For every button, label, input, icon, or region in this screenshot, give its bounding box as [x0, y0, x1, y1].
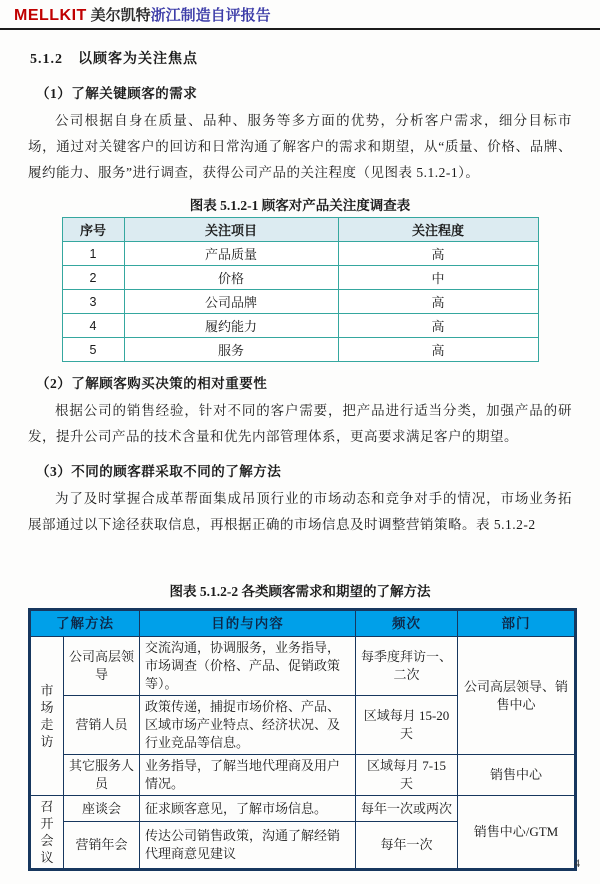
subsection-3-heading: （3）不同的顾客群采取不同的了解方法 [36, 464, 282, 479]
table-cell: 产品质量 [124, 242, 338, 266]
table-row [30, 755, 576, 796]
method-cell: 营销人员 [64, 696, 140, 755]
attention-survey-table [62, 217, 539, 362]
table-cell: 1 [62, 242, 124, 266]
table-cell: 公司品牌 [124, 290, 338, 314]
paragraph-purchase-decision: 根据公司的销售经验，针对不同的客户需要，把产品进行适当分类，加强产品的研发，提升公司产品的技术含量和优先内部管理体系，更高要求满足客户的期望。 [28, 403, 572, 444]
page-footer [574, 858, 580, 870]
method-cell: 公司高层领导 [64, 637, 140, 696]
section-heading: 5.1.2 以顾客为关注焦点 [30, 52, 198, 67]
subsection-1-heading: （1）了解关键顾客的需求 [36, 86, 198, 101]
table-row [62, 242, 538, 266]
page-header [0, 0, 600, 30]
paragraph-market-info: 为了及时掌握合成革帮面集成吊顶行业的市场动态和竞争对手的情况，市场业务拓展部通过以下途径获取信息，再根据正确的市场信息及时调整营销策略。表 5.1.2-2 [28, 491, 572, 532]
table-cell: 价格 [124, 266, 338, 290]
table-cell: 5 [62, 338, 124, 362]
table-row [62, 266, 538, 290]
purpose-content-cell: 交流沟通，协调服务，业务指导，市场调查（价格、产品、促销政策等）。 [140, 637, 356, 696]
table-row [62, 290, 538, 314]
purpose-content-cell: 政策传递，捕捉市场价格、产品、区域市场产业特点、经济状况、及行业竞品等信息。 [140, 696, 356, 755]
frequency-cell: 每季度拜访一、二次 [356, 637, 458, 696]
frequency-cell: 每年一次 [356, 822, 458, 870]
brand-logo-text: MELLKIT [14, 7, 87, 24]
table-header-cell: 部门 [458, 610, 576, 637]
purpose-content-cell: 传达公司销售政策，沟通了解经销代理商意见建议 [140, 822, 356, 870]
table-cell: 高 [338, 290, 538, 314]
table2-title: 图表 5.1.2-2 各类顾客需求和期望的了解方法 [169, 584, 431, 599]
frequency-cell: 区域每月 15-20 天 [356, 696, 458, 755]
table-row [30, 637, 576, 696]
method-group-label: 市 场 走 访 [30, 637, 64, 796]
table-cell: 3 [62, 290, 124, 314]
method-group-label: 召 开 会 议 [30, 796, 64, 870]
table-cell: 2 [62, 266, 124, 290]
paragraph-customer-needs: 公司根据自身在质量、品种、服务等多方面的优势，分析客户需求，细分目标市场，通过对关键客户的回访和日常沟通了解客户的需求和期望，从“质量、价格、品牌、履约能力、服务”进行调查，获得公司产品的关注程度（见图表 5.1.2-1）。 [28, 113, 572, 180]
table-cell: 中 [338, 266, 538, 290]
table-row [62, 314, 538, 338]
table-header-cell: 关注项目 [124, 218, 338, 242]
page-number: 4 [574, 858, 580, 870]
table-row [62, 338, 538, 362]
table1-header-row [62, 218, 538, 242]
table-cell: 履约能力 [124, 314, 338, 338]
table-header-cell: 频次 [356, 610, 458, 637]
department-cell: 公司高层领导、销售中心 [458, 637, 576, 755]
table-cell: 服务 [124, 338, 338, 362]
table-cell: 高 [338, 338, 538, 362]
department-cell: 销售中心 [458, 755, 576, 796]
table-cell: 4 [62, 314, 124, 338]
table-header-cell: 了解方法 [30, 610, 140, 637]
purpose-content-cell: 征求顾客意见，了解市场信息。 [140, 796, 356, 822]
table-cell: 高 [338, 242, 538, 266]
report-title: 浙江制造自评报告 [150, 8, 271, 24]
method-cell: 座谈会 [64, 796, 140, 822]
brand-name-chinese: 美尔凯特 [90, 8, 151, 24]
department-cell: 销售中心/GTM [458, 796, 576, 870]
purpose-content-cell: 业务指导，了解当地代理商及用户情况。 [140, 755, 356, 796]
table-row [30, 796, 576, 822]
frequency-cell: 区域每月 7-15 天 [356, 755, 458, 796]
method-cell: 营销年会 [64, 822, 140, 870]
table-header-cell: 目的与内容 [140, 610, 356, 637]
method-cell: 其它服务人员 [64, 755, 140, 796]
table-header-cell: 关注程度 [338, 218, 538, 242]
table1-title: 图表 5.1.2-1 顾客对产品关注度调查表 [189, 198, 411, 213]
frequency-cell: 每年一次或两次 [356, 796, 458, 822]
customer-methods-table [28, 608, 577, 871]
subsection-2-heading: （2）了解顾客购买决策的相对重要性 [36, 376, 268, 391]
table2-header-row [30, 610, 576, 637]
table-cell: 高 [338, 314, 538, 338]
table-header-cell: 序号 [62, 218, 124, 242]
document-body [0, 30, 600, 871]
